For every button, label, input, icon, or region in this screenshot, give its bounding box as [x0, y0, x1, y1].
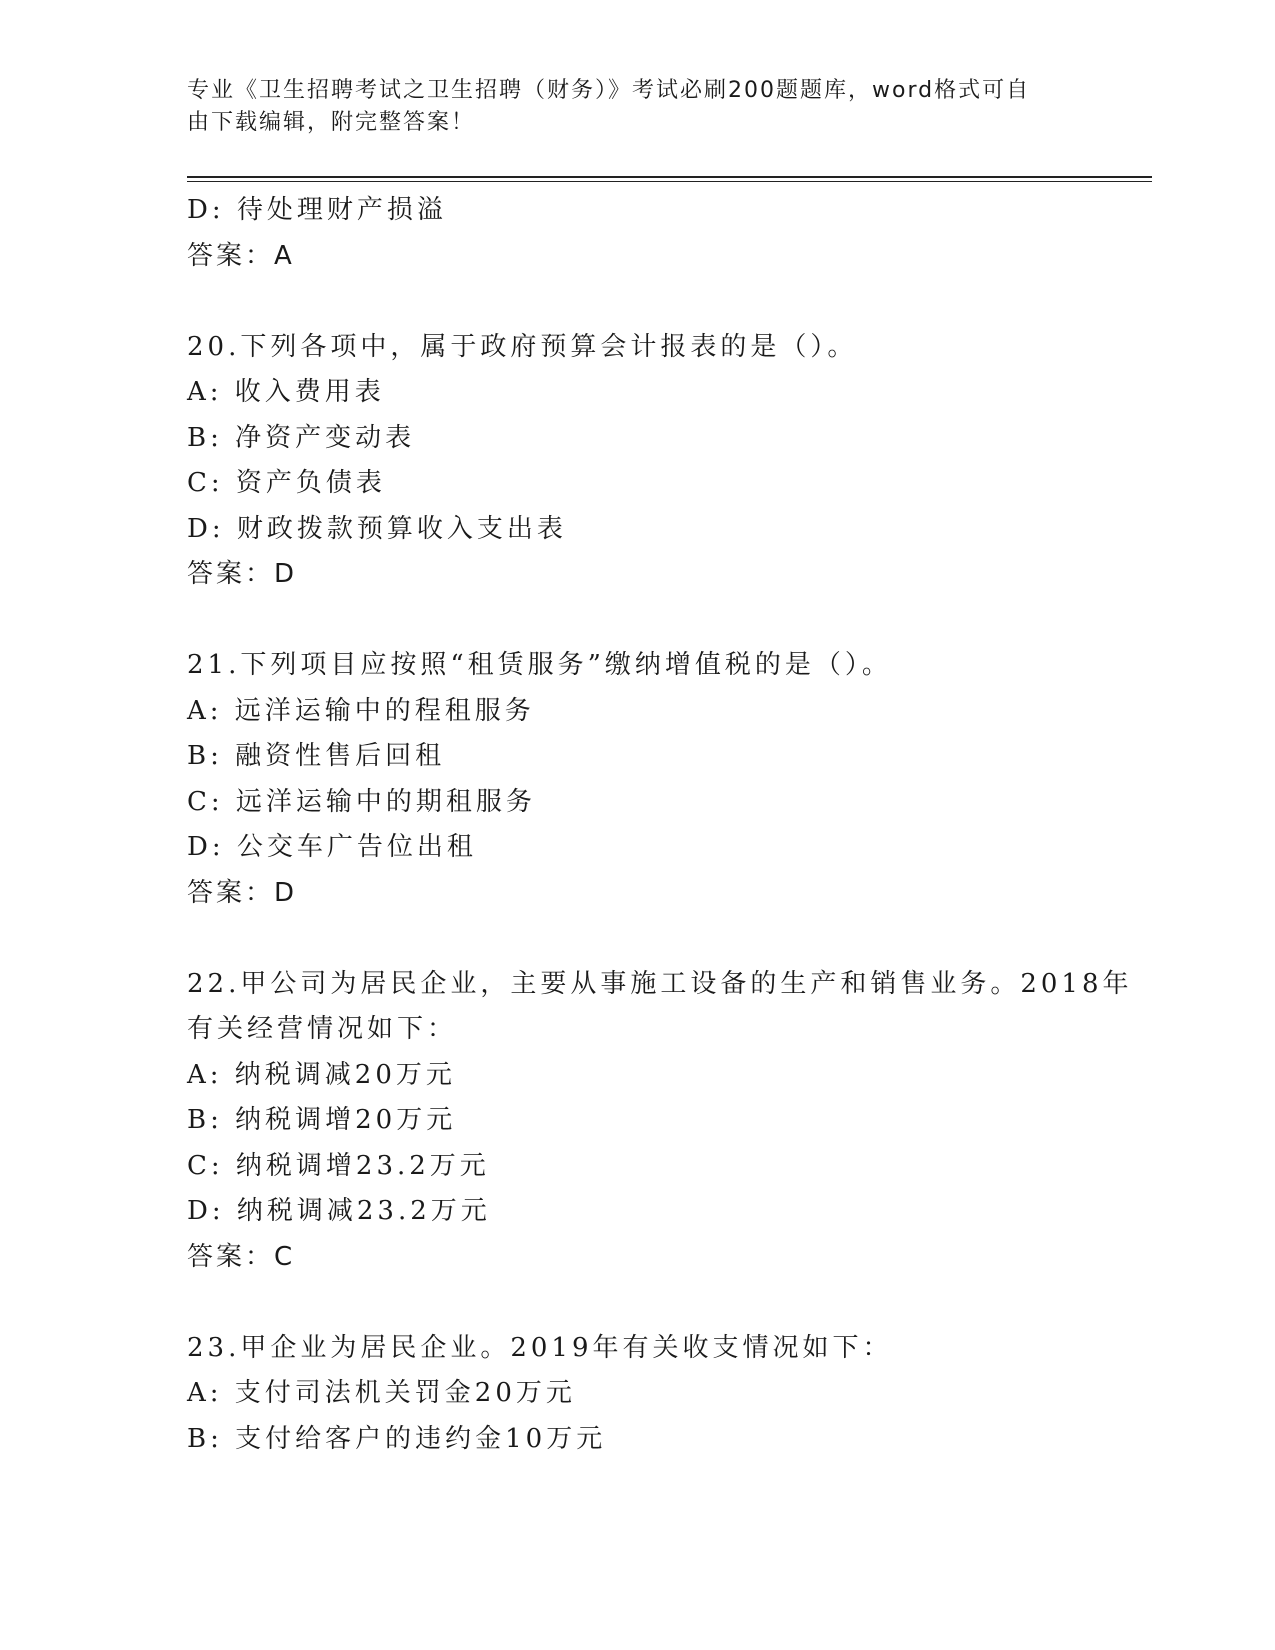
document-header — [187, 75, 1067, 139]
option-a: A: 纳税调减20万元 — [187, 1059, 456, 1090]
spacer — [187, 916, 1087, 962]
header-divider-thick — [187, 176, 1152, 178]
question-stem: 20.下列各项中，属于政府预算会计报表的是（）。 — [187, 331, 858, 362]
question-22 — [187, 962, 1133, 1281]
option-b: B: 纳税调增20万元 — [187, 1105, 457, 1135]
question-stem-line-2: 有关经营情况如下： — [187, 1014, 458, 1044]
spacer — [187, 598, 1087, 644]
question-list — [187, 188, 1133, 1462]
question-20 — [187, 325, 1087, 598]
header-line-1: 专业《卫生招聘考试之卫生招聘（财务）》考试必刷200题题库，word格式可自 — [187, 78, 1031, 103]
answer: 答案：D — [187, 559, 298, 589]
header-divider-thin — [187, 181, 1152, 182]
answer: 答案：D — [187, 877, 298, 908]
answer: 答案：C — [187, 1241, 296, 1272]
option-d: D: 纳税调减23.2万元 — [187, 1196, 491, 1226]
prev-option-d: D: 待处理财产损溢 — [187, 195, 447, 225]
spacer — [187, 279, 1087, 325]
option-a: A: 远洋运输中的程租服务 — [187, 695, 535, 726]
spacer — [187, 1280, 1087, 1326]
question-stem-line-1: 22.甲公司为居民企业，主要从事施工设备的生产和销售业务。2018年 — [187, 968, 1133, 999]
question-stem: 23.甲企业为居民企业。2019年有关收支情况如下： — [187, 1332, 893, 1363]
option-c: C: 资产负债表 — [187, 468, 386, 498]
question-stem: 21.下列项目应按照“租赁服务”缴纳增值税的是（）。 — [187, 650, 892, 680]
header-line-2: 由下载编辑，附完整答案！ — [187, 110, 476, 135]
prev-answer: 答案：A — [187, 240, 295, 271]
option-c: C: 远洋运输中的期租服务 — [187, 786, 536, 817]
option-b: B: 净资产变动表 — [187, 422, 416, 453]
option-b: B: 支付给客户的违约金10万元 — [187, 1423, 607, 1454]
option-c: C: 纳税调增23.2万元 — [187, 1150, 490, 1181]
option-d: D: 财政拨款预算收入支出表 — [187, 513, 567, 544]
question-23 — [187, 1326, 1087, 1463]
option-a: A: 收入费用表 — [187, 377, 385, 407]
option-d: D: 公交车广告位出租 — [187, 832, 477, 862]
question-21 — [187, 643, 1087, 916]
option-b: B: 融资性售后回租 — [187, 741, 446, 771]
option-a: A: 支付司法机关罚金20万元 — [187, 1378, 576, 1408]
